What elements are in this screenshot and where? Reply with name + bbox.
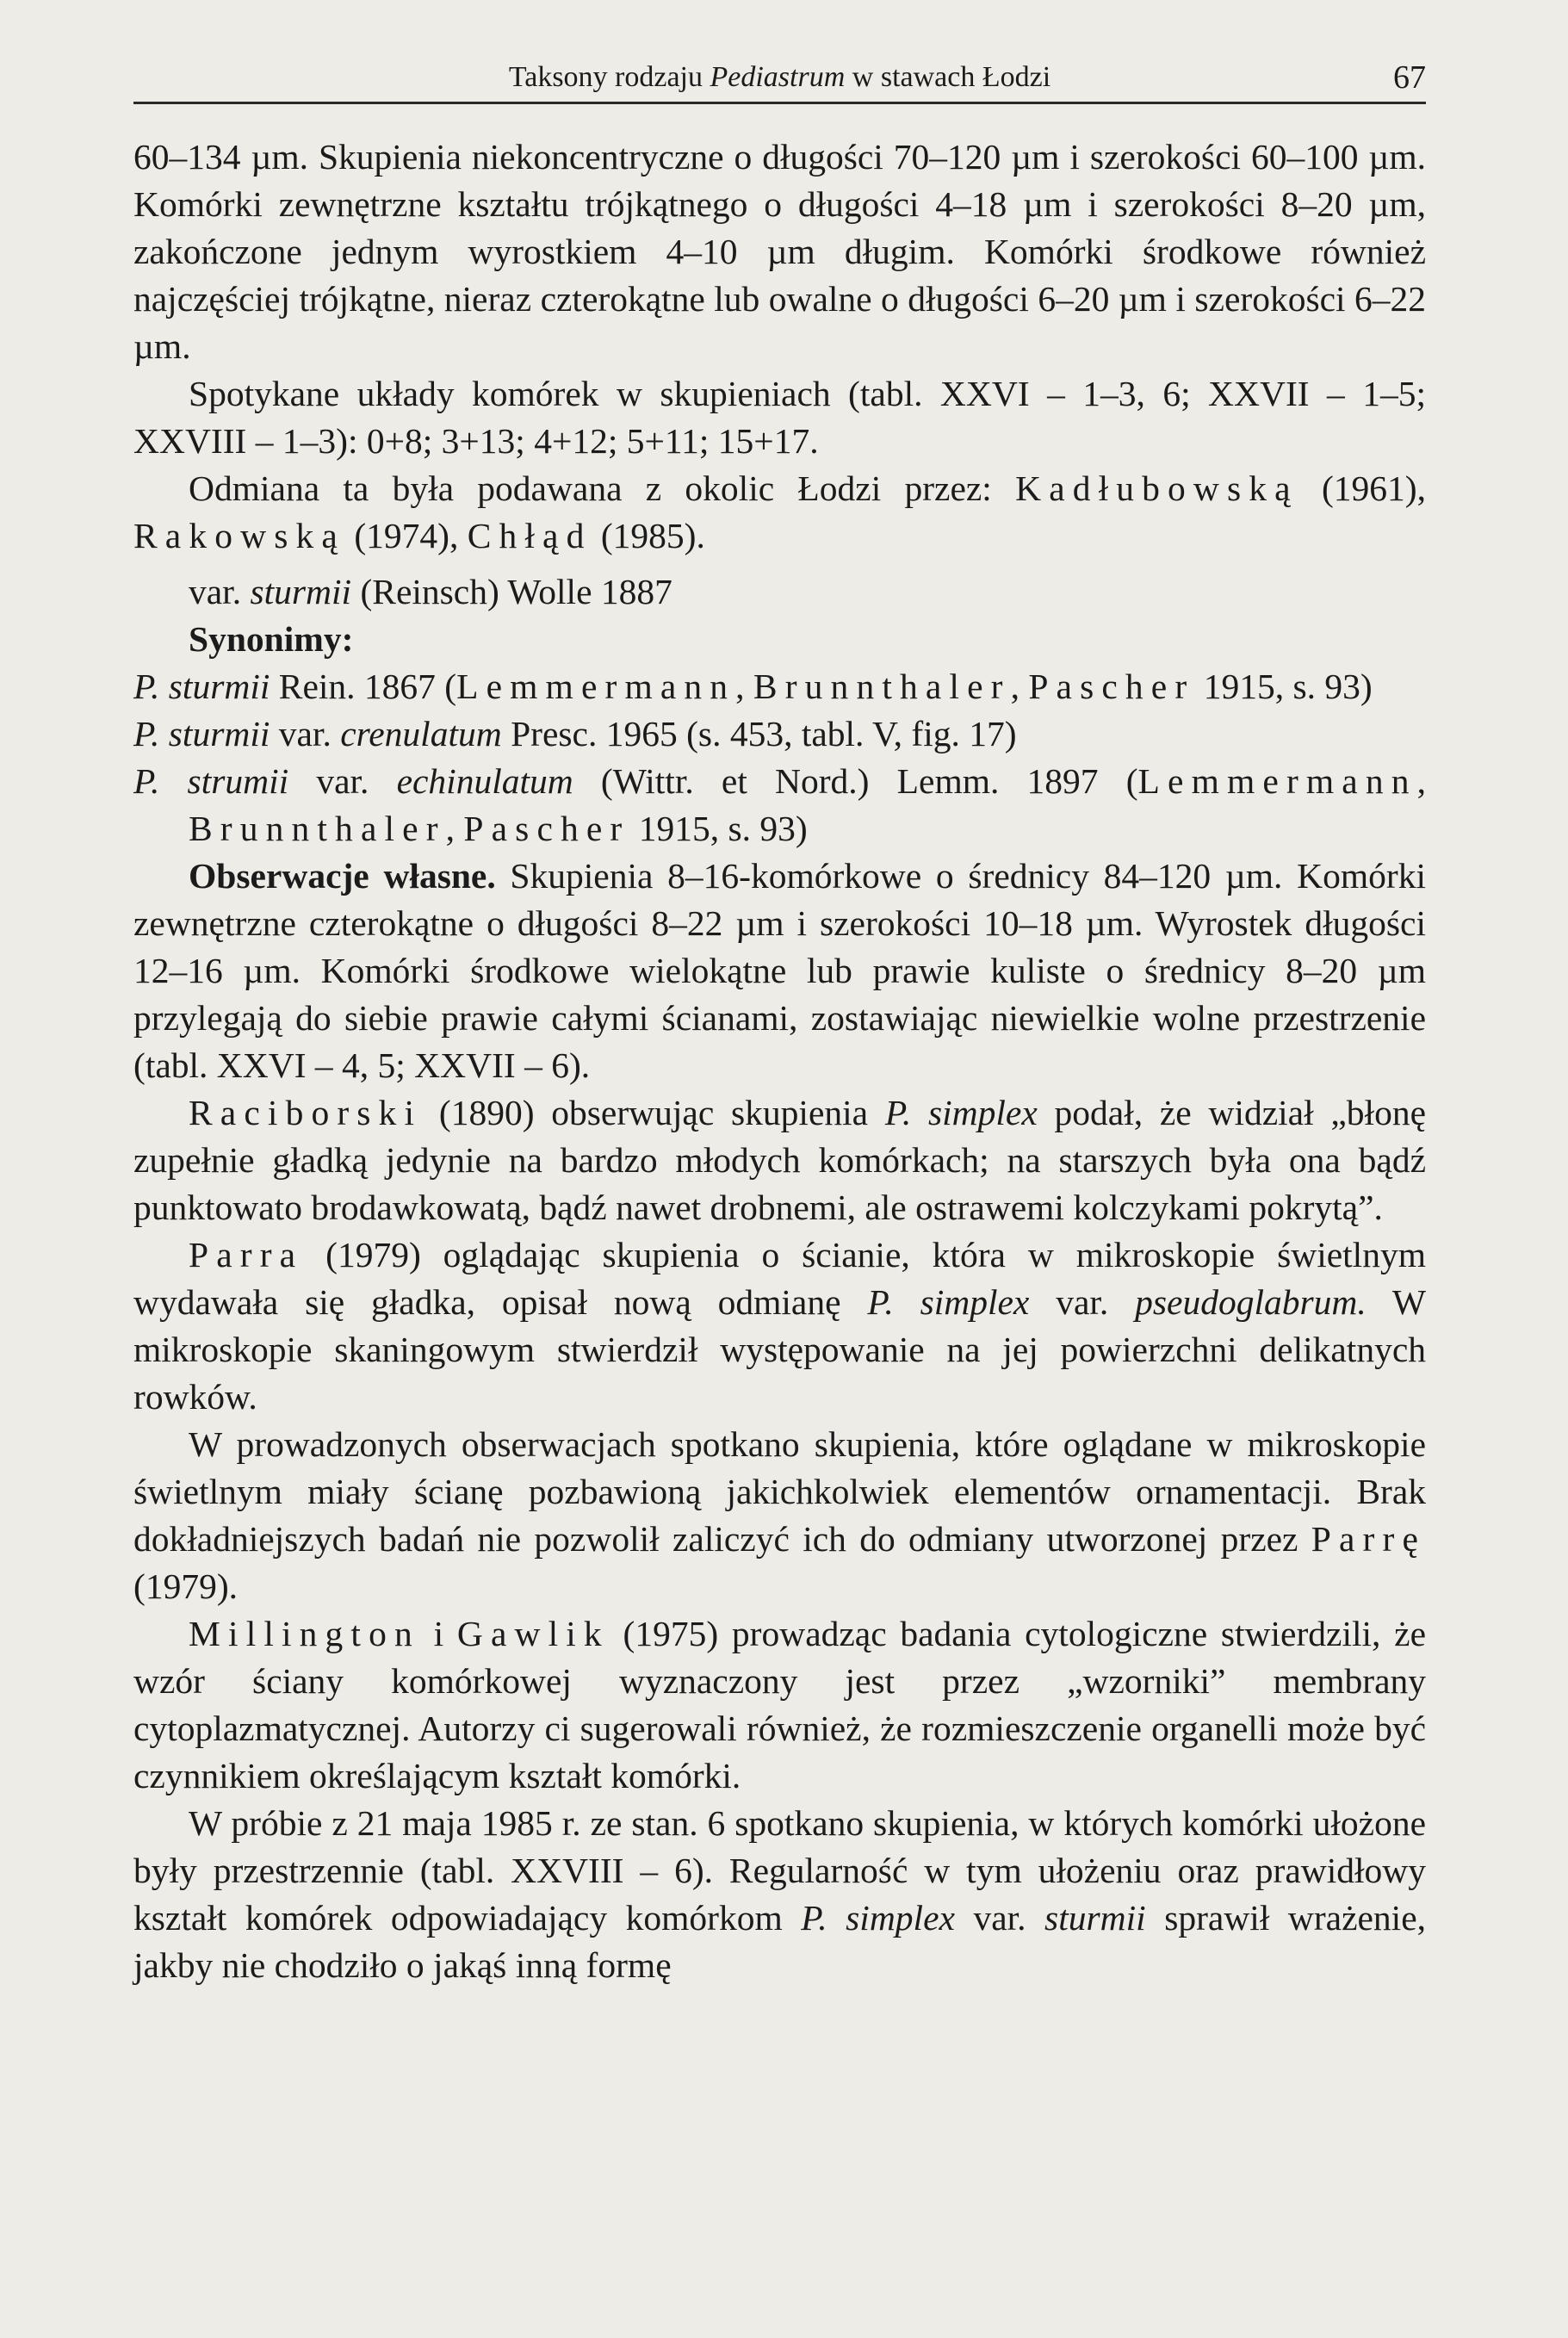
paragraph-records: Odmiana ta była podawana z okolic Łodzi przez: Kadłubowską (1961), Rakowską (1974), Chłąd (1985). bbox=[133, 468, 1427, 555]
author-name: Brunnthaler bbox=[189, 809, 446, 848]
taxon-name: P. simplex bbox=[867, 1282, 1030, 1322]
author-name: Rakowską bbox=[133, 516, 345, 555]
synonyms-label: Synonimy: bbox=[189, 619, 354, 659]
author-name: Chłąd bbox=[467, 516, 592, 555]
author-name: Lemmermann bbox=[1137, 761, 1417, 801]
author-name: Parra bbox=[189, 1235, 304, 1274]
author-name: Raciborski bbox=[189, 1093, 423, 1132]
taxon-variety: crenulatum bbox=[340, 714, 502, 753]
taxon-name: strumii bbox=[187, 761, 289, 801]
author-name: Millington bbox=[189, 1614, 420, 1653]
author-name: Pascher bbox=[463, 809, 630, 848]
paragraph-observations-2: W prowadzonych obserwacjach spotkano skupienia, które oglądane w mikroskopie świetlnym miały ścianę pozbawioną jakichkolwiek elementów ornamentacji. Brak dokładniejszych badań nie pozwolił zaliczyć ich do odmiany utworzonej przez Parrę (1979). bbox=[133, 1424, 1426, 1606]
running-header bbox=[133, 53, 1426, 104]
author-name: Brunnthaler bbox=[753, 667, 1011, 706]
taxon-name: P. simplex bbox=[801, 1898, 955, 1938]
taxon-name: sturmii bbox=[168, 667, 270, 706]
paragraph-own-observations: Obserwacje własne. Skupienia 8–16-komórkowe o średnicy 84–120 µm. Komórki zewnętrzne czterokątne o długości 8–22 µm i szerokości 10–18 µm. Wyrostek długości 12–16 µm. Komórki środkowe wielokątne lub prawie kuliste o średnicy 8–20 µm przylegają do siebie prawie całymi ścianami, zostawiając niewielkie wolne przestrzenie (tabl. XXVI – 4, 5; XXVII – 6). bbox=[133, 856, 1426, 1085]
paragraph-raciborski: Raciborski (1890) obserwując skupienia P. simplex podał, że widział „błonę zupełnie gładką jedynie na bardzo młodych komórkach; na starszych była ona bądź punktowato brodawkowatą, bądź nawet drobnemi, ale ostrawemi kolczykami pokrytą”. bbox=[133, 1093, 1427, 1227]
taxon-name: P. simplex bbox=[884, 1093, 1038, 1132]
body-text bbox=[133, 133, 1426, 1989]
author-name: Pascher bbox=[1028, 667, 1195, 706]
paragraph-dimensions: 60–134 µm. Skupienia niekoncentryczne o długości 70–120 µm i szerokości 60–100 µm. Komórki zewnętrzne kształtu trójkątnego o długości 4–18 µm i szerokości 8–20 µm, zakończone jednym wyrostkiem 4–10 µm długim. Komórki środkowe również najczęściej trójkątne, nieraz czterokątne lub owalne o długości 6–20 µm i szerokości 6–22 µm. bbox=[133, 137, 1426, 366]
author-name: Kadłubowską bbox=[1015, 468, 1298, 508]
taxon-name: sturmii bbox=[250, 572, 352, 611]
taxon-variety: sturmii bbox=[1044, 1898, 1146, 1938]
header-title: Taksony rodzaju Pediastrum w stawach Łodzi bbox=[508, 61, 1051, 93]
author-name: Parrę bbox=[1311, 1519, 1426, 1559]
synonym-entry: P. sturmii var. crenulatum Presc. 1965 (s. 453, tabl. V, fig. 17) bbox=[133, 714, 1017, 753]
taxon-name: sturmii bbox=[168, 714, 270, 753]
paragraph-millington: Millington i Gawlik (1975) prowadząc badania cytologiczne stwierdzili, że wzór ściany komórkowej wyznaczony jest przez „wzorniki” membrany cytoplazmatycznej. Autorzy ci sugerowali również, że rozmieszczenie organelli może być czynnikiem określającym kształt komórki. bbox=[133, 1614, 1427, 1795]
author-name: Lemmermann bbox=[456, 667, 736, 706]
variety-heading: var. sturmii (Reinsch) Wolle 1887 bbox=[189, 572, 672, 611]
synonym-entry: P. strumii var. echinulatum (Wittr. et Nord.) Lemm. 1897 (Lemmermann, Brunnthaler, Pascher 1915, s. 93) bbox=[133, 761, 1426, 848]
page-number: 67 bbox=[1393, 59, 1426, 96]
synonym-entry: P. sturmii Rein. 1867 (Lemmermann, Brunnthaler, Pascher 1915, s. 93) bbox=[133, 667, 1373, 706]
taxon-variety: pseudoglabrum. bbox=[1135, 1282, 1367, 1322]
paragraph-cell-arrangements: Spotykane układy komórek w skupieniach (tabl. XXVI – 1–3, 6; XXVII – 1–5; XXVIII – 1–3): 0+8; 3+13; 4+12; 5+11; 15+17. bbox=[133, 374, 1426, 461]
paragraph-parra: Parra (1979) oglądając skupienia o ścianie, która w mikroskopie świetlnym wydawała się gładka, opisał nową odmianę P. simplex var. pseudoglabrum. W mikroskopie skaningowym stwierdził występowanie na jej powierzchni delikatnych rowków. bbox=[133, 1235, 1427, 1417]
observations-label: Obserwacje własne. bbox=[189, 856, 496, 896]
author-name: Gawlik bbox=[456, 1614, 610, 1653]
taxon-variety: echinulatum bbox=[396, 761, 573, 801]
paragraph-sample: W próbie z 21 maja 1985 r. ze stan. 6 spotkano skupienia, w których komórki ułożone były przestrzennie (tabl. XXVIII – 6). Regularność w tym ułożeniu oraz prawidłowy kształt komórek odpowiadający komórkom P. simplex var. sturmii sprawił wrażenie, jakby nie chodziło o jakąś inną formę bbox=[133, 1803, 1426, 1985]
header-genus: Pediastrum bbox=[710, 61, 846, 93]
